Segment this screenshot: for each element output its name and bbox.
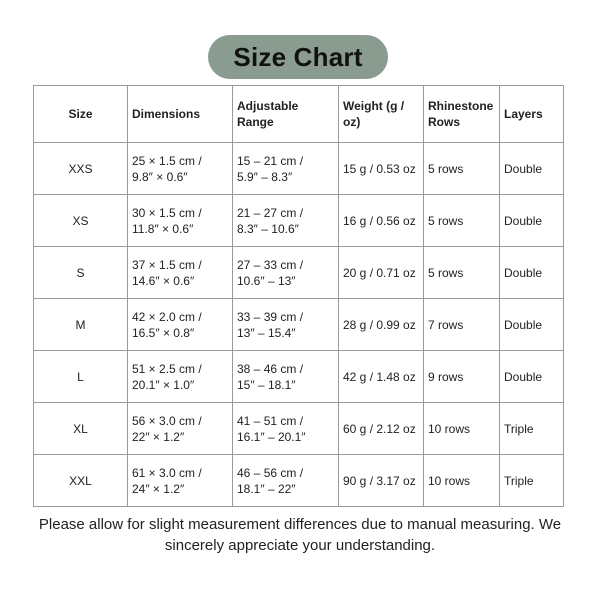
table-header-row bbox=[34, 86, 564, 143]
table-row bbox=[34, 351, 564, 403]
cell-adjustable-range: 27 – 33 cm / 10.6″ – 13″ bbox=[233, 247, 339, 299]
cell-size: XXS bbox=[34, 143, 128, 195]
table-row bbox=[34, 143, 564, 195]
cell-weight: 20 g / 0.71 oz bbox=[339, 247, 424, 299]
cell-dimensions: 25 × 1.5 cm / 9.8″ × 0.6″ bbox=[128, 143, 233, 195]
table-row bbox=[34, 299, 564, 351]
table-row bbox=[34, 247, 564, 299]
page-title-badge bbox=[208, 35, 388, 79]
cell-weight: 28 g / 0.99 oz bbox=[339, 299, 424, 351]
table-row bbox=[34, 455, 564, 507]
cell-weight: 42 g / 1.48 oz bbox=[339, 351, 424, 403]
cell-layers: Double bbox=[500, 351, 564, 403]
cell-layers: Double bbox=[500, 299, 564, 351]
cell-size: XS bbox=[34, 195, 128, 247]
cell-weight: 60 g / 2.12 oz bbox=[339, 403, 424, 455]
cell-layers: Triple bbox=[500, 455, 564, 507]
cell-dimensions: 56 × 3.0 cm / 22″ × 1.2″ bbox=[128, 403, 233, 455]
table-row bbox=[34, 403, 564, 455]
measurement-disclaimer: Please allow for slight measurement differences due to manual measuring. We sincerely appreciate your understanding. bbox=[38, 516, 562, 554]
cell-dimensions: 30 × 1.5 cm / 11.8″ × 0.6″ bbox=[128, 195, 233, 247]
page-title: Size Chart bbox=[233, 41, 363, 72]
cell-adjustable-range: 33 – 39 cm / 13″ – 15.4″ bbox=[233, 299, 339, 351]
cell-dimensions: 51 × 2.5 cm / 20.1″ × 1.0″ bbox=[128, 351, 233, 403]
cell-dimensions: 37 × 1.5 cm / 14.6″ × 0.6″ bbox=[128, 247, 233, 299]
cell-adjustable-range: 15 – 21 cm / 5.9″ – 8.3″ bbox=[233, 143, 339, 195]
header-layers: Layers bbox=[500, 86, 564, 143]
cell-dimensions: 61 × 3.0 cm / 24″ × 1.2″ bbox=[128, 455, 233, 507]
cell-rhinestone-rows: 10 rows bbox=[424, 403, 500, 455]
header-weight: Weight (g / oz) bbox=[339, 86, 424, 143]
header-rhinestone-rows: Rhinestone Rows bbox=[424, 86, 500, 143]
cell-weight: 15 g / 0.53 oz bbox=[339, 143, 424, 195]
cell-layers: Triple bbox=[500, 403, 564, 455]
cell-weight: 90 g / 3.17 oz bbox=[339, 455, 424, 507]
cell-dimensions: 42 × 2.0 cm / 16.5″ × 0.8″ bbox=[128, 299, 233, 351]
size-chart-table bbox=[33, 85, 564, 507]
cell-rhinestone-rows: 5 rows bbox=[424, 195, 500, 247]
cell-size: XL bbox=[34, 403, 128, 455]
table-body bbox=[34, 143, 564, 507]
cell-adjustable-range: 38 – 46 cm / 15″ – 18.1″ bbox=[233, 351, 339, 403]
cell-rhinestone-rows: 9 rows bbox=[424, 351, 500, 403]
cell-size: L bbox=[34, 351, 128, 403]
cell-layers: Double bbox=[500, 247, 564, 299]
header-dimensions: Dimensions bbox=[128, 86, 233, 143]
cell-rhinestone-rows: 7 rows bbox=[424, 299, 500, 351]
cell-size: S bbox=[34, 247, 128, 299]
cell-adjustable-range: 46 – 56 cm / 18.1″ – 22″ bbox=[233, 455, 339, 507]
table-row bbox=[34, 195, 564, 247]
cell-weight: 16 g / 0.56 oz bbox=[339, 195, 424, 247]
cell-size: XXL bbox=[34, 455, 128, 507]
cell-rhinestone-rows: 5 rows bbox=[424, 247, 500, 299]
header-adjustable-range: Adjustable Range bbox=[233, 86, 339, 143]
cell-size: M bbox=[34, 299, 128, 351]
cell-adjustable-range: 41 – 51 cm / 16.1″ – 20.1″ bbox=[233, 403, 339, 455]
cell-layers: Double bbox=[500, 143, 564, 195]
header-size: Size bbox=[34, 86, 128, 143]
cell-adjustable-range: 21 – 27 cm / 8.3″ – 10.6″ bbox=[233, 195, 339, 247]
cell-rhinestone-rows: 5 rows bbox=[424, 143, 500, 195]
cell-layers: Double bbox=[500, 195, 564, 247]
cell-rhinestone-rows: 10 rows bbox=[424, 455, 500, 507]
